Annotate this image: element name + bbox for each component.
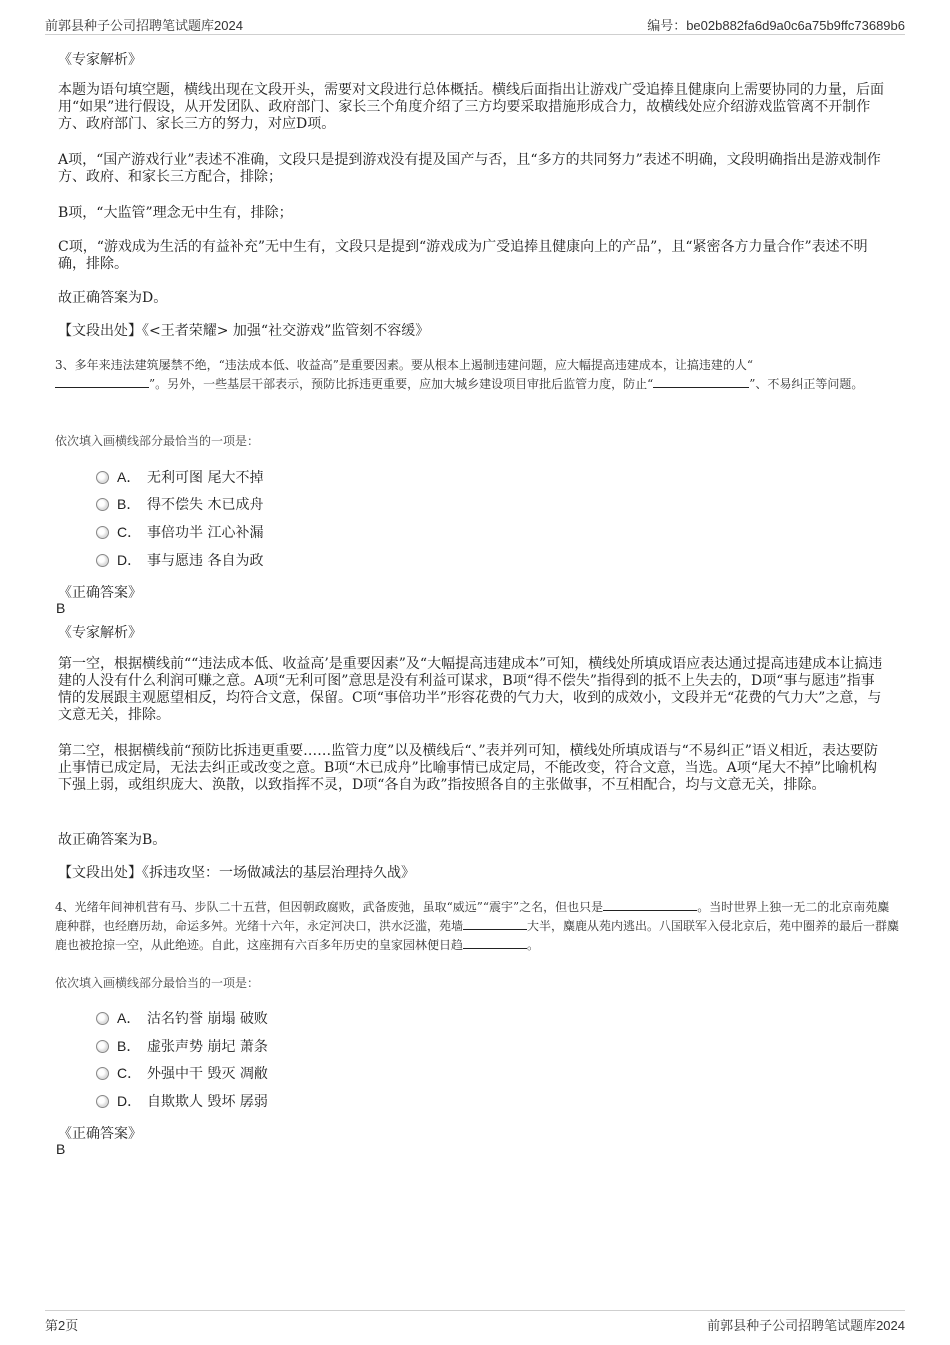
blank-line <box>463 936 527 949</box>
analysis-paragraph: C项，“游戏成为生活的有益补充”无中生有，文段只是提到“游戏成为广受追捧且健康向上的产品”，且“紧密各方力量合作”表述不明确，排除。 <box>58 239 868 272</box>
blank-line <box>55 375 149 388</box>
page-header <box>45 12 905 35</box>
analysis-label: 《专家解析》 <box>58 625 142 641</box>
option-c[interactable]: C． 事倍功半 江心补漏 <box>96 523 263 541</box>
option-a[interactable]: A． 沽名钓誉 崩塌 破败 <box>96 1009 268 1027</box>
page-footer <box>45 1310 905 1335</box>
radio-icon[interactable] <box>96 526 109 539</box>
analysis-paragraph: 本题为语句填空题，横线出现在文段开头，需要对文段进行总体概括。横线后面指出让游戏广受追捧且健康向上需要协同的力量，后面用“如果”进行假设，从开发团队、政府部门、家长三个角度介绍了三方均要采取措施形成合力，故横线处应介绍游戏监管离不开制作方、政府部门、家长三方的努力，对应D项。 <box>58 82 884 132</box>
blank-line <box>463 917 527 930</box>
blank-line <box>653 375 749 388</box>
option-d[interactable]: D． 事与愿违 各自为政 <box>96 551 263 569</box>
header-serial: 编号：be02b882fa6d9a0c6a75b9ffc73689b6 <box>647 18 905 33</box>
radio-icon[interactable] <box>96 498 109 511</box>
radio-icon[interactable] <box>96 554 109 567</box>
radio-icon[interactable] <box>96 1095 109 1108</box>
analysis-conclusion: 故正确答案为D。 <box>58 290 168 306</box>
option-d[interactable]: D． 自欺欺人 毁坏 孱弱 <box>96 1092 268 1110</box>
option-c[interactable]: C． 外强中干 毁灭 凋敝 <box>96 1064 268 1082</box>
question-3-stem: 3、多年来违法建筑屡禁不绝，“违法成本低、收益高”是重要因素。要从根本上遏制违建问题，应大幅提高违建成本，让搞违建的人“ ”。另外，一些基层干部表示，预防比拆违更重要，应加大城乡建设项目审批后监管力度，防止“ ”、不易纠正等问题。 <box>55 358 864 391</box>
option-b[interactable]: B． 虚张声势 崩圮 萧条 <box>96 1037 268 1055</box>
option-a[interactable]: A． 无利可图 尾大不掉 <box>96 468 263 486</box>
answer-label: 《正确答案》 <box>58 585 142 601</box>
analysis-paragraph: 第一空，根据横线前““违法成本低、收益高’是重要因素”及“大幅提高违建成本”可知，横线处所填成语应表达通过提高违建成本让搞违建的人没有什么利润可赚之意。A项“无利可图”意思是没有利益可谋求，B项“得不偿失”指得到的抵不上失去的，D项“事与愿违”指事情的发展跟主观愿望相反，均符合文意，保留。C项“事倍功半”形容花费的气力大，收到的成效小，文段并无“花费的气力大”之意，与文意无关，排除。 <box>58 656 883 723</box>
radio-icon[interactable] <box>96 1040 109 1053</box>
source-citation: 【文段出处】《拆违攻坚：一场做减法的基层治理持久战》 <box>58 865 415 881</box>
page-number: 第2页 <box>45 1318 79 1333</box>
question-4-stem: 4、光绪年间神机营有马、步队二十五营，但因朝政腐败，武备废弛，虽取“威远”“震宇”之名，但也只是 。当时世界上独一无二的北京南苑麋鹿种群，也经磨历劫，命运多舛。光绪十六年，永定河决口，洪水泛滥，苑墙 大半，麋鹿从苑内逃出。八国联军入侵北京后，苑中圈养的最后一群麋鹿也被抢掠一空，从此绝迹。自此，这座拥有六百多年历史的皇家园林便日趋 。 <box>55 900 900 952</box>
analysis-paragraph: A项，“国产游戏行业”表述不准确，文段只是提到游戏没有提及国产与否，且“多方的共同努力”表述不明确，文段明确指出是游戏制作方、政府、和家长三方配合，排除； <box>58 152 881 185</box>
question-instruction: 依次填入画横线部分最恰当的一项是： <box>55 434 260 448</box>
question-instruction: 依次填入画横线部分最恰当的一项是： <box>55 976 260 990</box>
answer-value: B <box>56 1141 66 1157</box>
footer-title: 前郭县种子公司招聘笔试题库2024 <box>707 1318 905 1333</box>
radio-icon[interactable] <box>96 1067 109 1080</box>
source-citation: 【文段出处】《<王者荣耀> 加强“社交游戏”监管刻不容缓》 <box>58 323 430 339</box>
blank-line <box>603 898 697 911</box>
option-b[interactable]: B． 得不偿失 木已成舟 <box>96 495 263 513</box>
analysis-paragraph: 第二空，根据横线前“预防比拆违更重要……监管力度”以及横线后“、”表并列可知，横线处所填成语与“不易纠正”语义相近，表达要防止事情已成定局，无法去纠正或改变之意。B项“木已成舟”比喻事情已成定局，不能改变，符合文意，当选。A项“尾大不掉”比喻机构下强上弱，或组织庞大、涣散，以致指挥不灵，D项“各自为政”指按照各自的主张做事，不互相配合，均与文意无关，排除。 <box>58 743 878 793</box>
header-title: 前郭县种子公司招聘笔试题库2024 <box>45 18 243 33</box>
radio-icon[interactable] <box>96 1012 109 1025</box>
analysis-conclusion: 故正确答案为B。 <box>58 832 167 848</box>
answer-label: 《正确答案》 <box>58 1126 142 1142</box>
analysis-paragraph: B项，“大监管”理念无中生有，排除； <box>58 205 293 221</box>
analysis-label: 《专家解析》 <box>58 52 142 68</box>
radio-icon[interactable] <box>96 471 109 484</box>
answer-value: B <box>56 600 66 616</box>
